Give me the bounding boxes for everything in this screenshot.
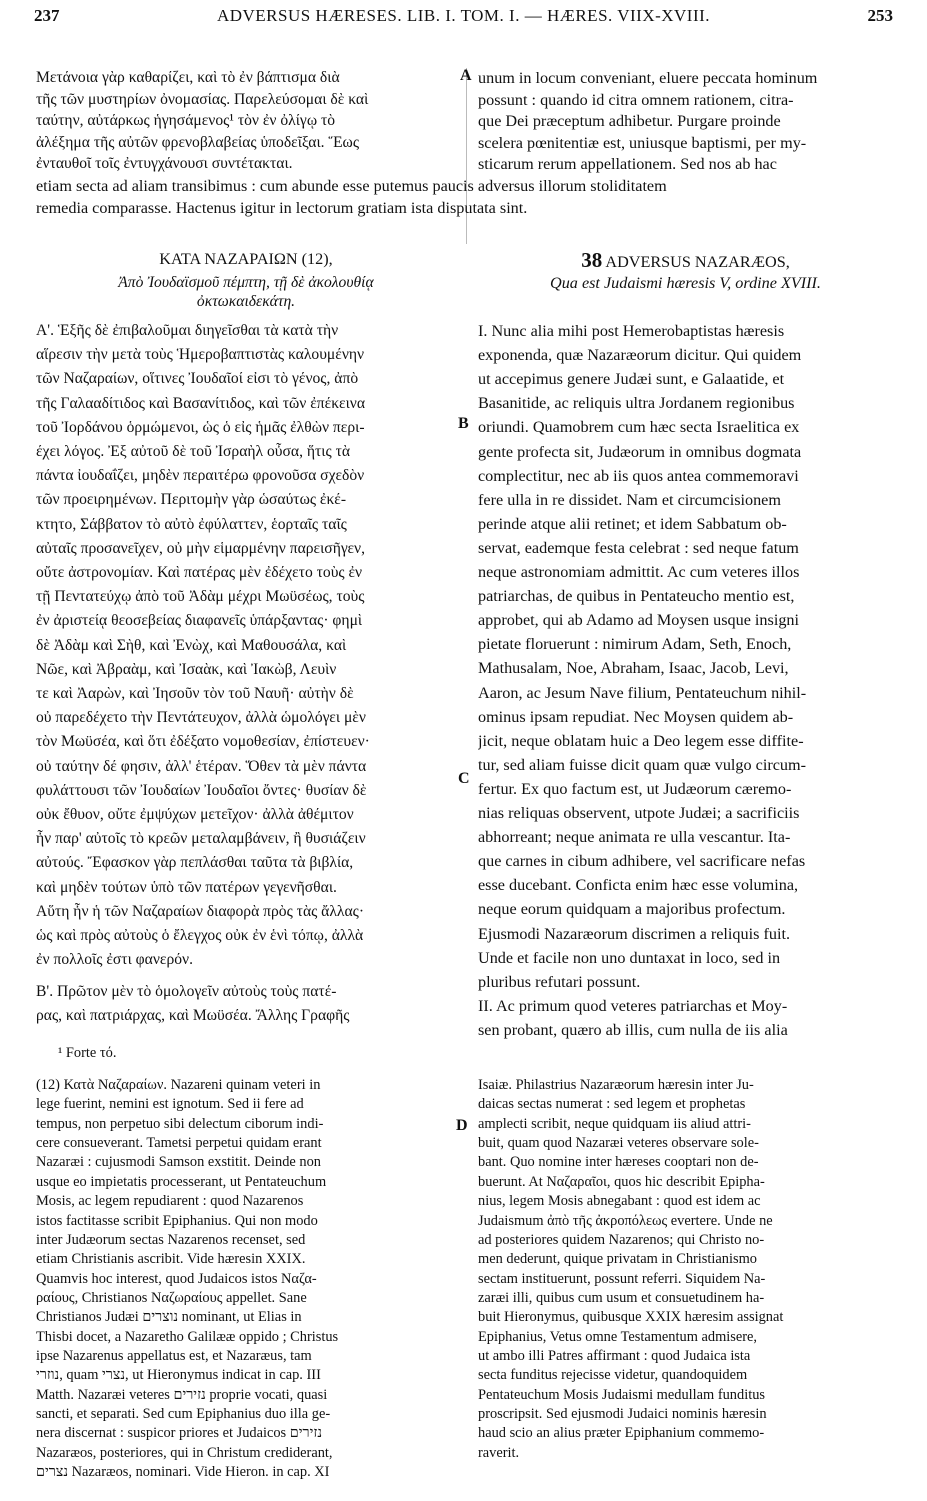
note-left-line: Thisbi docet, a Nazaretho Galilææ oppido ; Christus [36, 1328, 339, 1345]
greek-body-line: ἐν πολλοῖς ἐστι φανερόν. [36, 951, 193, 969]
latin-body-line: exponenda, quæ Nazaræorum dicitur. Qui quidem [478, 346, 802, 365]
note-right-line: daicas sectas numerat : sed legem et prophetas [478, 1096, 746, 1113]
note-right-line: buit Hieronymus, quibusque XXIX hæresim assignat [478, 1309, 784, 1326]
greek-body-line: αἵρεσιν τὴν μετὰ τοὺς Ἡμεροβαπτιστὰς καλουμένην [36, 346, 365, 364]
note-left-line: (12) Κατὰ Ναζαραίων. Nazareni quinam veteri in [36, 1077, 321, 1093]
latin-heading-sub: Qua est Judaismi hæresis V, ordine XVIII. [550, 274, 821, 292]
note-left-line: נצרים Nazaræos, nominari. Vide Hieron. in cap. XI [36, 1464, 330, 1480]
note-right-line: Pentateuchum Mosis Judaismi medullam funditus [478, 1386, 765, 1403]
note-left-line: Quamvis hoc interest, quod Judaicos istos Ναζα- [36, 1270, 317, 1287]
note-left-line: Nazaræos, posteriores, qui in Christum crediderant, [36, 1444, 333, 1461]
note-right-line: raverit. [478, 1444, 520, 1461]
note-left-line: tempus, non perpetuo sibi delectum ciborum indi- [36, 1115, 324, 1132]
note-left-line: usque eo impietatis processerant, ut Pentateuchum [36, 1173, 327, 1190]
note-left-line: cere consueverant. Tametsi perpetui quidam erant [36, 1135, 322, 1151]
note-left-line: etiam Christianis ascribit. Vide hæresin XXIX. [36, 1251, 306, 1268]
latin-heading-title-line [478, 248, 893, 273]
note-left-line: ipse Nazarenus appellatus est, et Nazaræus, tam [36, 1347, 312, 1364]
latin-body-line: oriundi. Quamobrem cum hæc secta Israelitica ex [478, 418, 800, 437]
greek-para2-line: ρας, καὶ πατριάρχας, καὶ Μωϋσέα. Ἄλλης Γραφῆς [36, 1007, 350, 1024]
greek-body-line: δὲ Ἀδὰμ καὶ Σὴθ, καὶ Ἐνὼχ, καὶ Μαθουσάλα, καὶ [36, 636, 347, 654]
greek-body-line: αὐταῖς προσανεῖχεν, οὐ μὴν εἱμαρμένην παρεισῆγεν, [36, 539, 365, 557]
top-latin-line: sticarum rerum appellationem. Sed nos ab hac [478, 155, 777, 174]
note-left-line: Matth. Nazaræi veteres נזירים proprie vocati, quasi [36, 1386, 328, 1403]
latin-body-line: perinde atque alii retinet; et idem Sabbatum ob- [478, 514, 787, 533]
greek-body-line: ὡς καὶ πρὸς αὐτοὺς ὁ ἔλεγχος οὐκ ἐν ἑνὶ τόπῳ, ἀλλὰ [36, 927, 364, 944]
note-right-line: amplecti scribit, neque quidquam iis aliud attri- [478, 1115, 751, 1132]
note-left-line: ραίους, Christianos Ναζωραίους appellet. Sane [36, 1289, 307, 1306]
greek-body-line: Αὕτη ἦν ἡ τῶν Ναζαραίων διαφορὰ πρὸς τὰς ἄλλας· [36, 902, 365, 920]
footnote: ¹ Forte τό. [58, 1045, 117, 1061]
note-left-line: sancti, et separati. Sed cum Epiphanius duo illa ge- [36, 1406, 331, 1422]
section-number: 38 [581, 248, 603, 272]
greek-body-line: Α'. Ἑξῆς δὲ ἐπιβαλοῦμαι διηγεῖσθαι τὰ κατὰ τὴν [36, 322, 339, 339]
greek-body-line: κτητο, Σάββατον τὸ αὐτὸ ἐφύλαττεν, ἑορταῖς ταῖς [36, 515, 347, 533]
greek-body-line: ἐν ἀριστείᾳ θεοσεβείας διαφανεῖς ὑπάρξαντας· φημὶ [36, 612, 363, 630]
latin-body-line: approbet, qui ab Adamo ad Moysen usque insigni [478, 611, 800, 630]
greek-body-line: πάντα ἰουδαΐζει, μηδὲν περαιτέρω φρονοῦσα σχεδὸν [36, 467, 365, 485]
note-right-line: men dederunt, quique privatam in Christianismo [478, 1251, 757, 1268]
greek-body-line: φυλάττουσι τῶν Ἰουδαίων Ἰουδαῖοι ὄντες· θυσίαν δὲ [36, 781, 367, 799]
latin-body-line: servat, eademque festa celebrat : sed neque fatum [478, 538, 799, 557]
greek-body-line: τὸν Μωϋσέα, καὶ ὅτι ἐδέξατο νομοθεσίαν, ἐπίστευεν· [36, 733, 370, 751]
margin-mark-a: A [460, 67, 472, 84]
greek-heading-sub1: Ἀπὸ Ἰουδαϊσμοῦ πέμπτη, τῇ δὲ ἀκολουθίᾳ [118, 274, 374, 291]
margin-mark-d: D [456, 1117, 468, 1134]
latin-heading-title: ADVERSUS NAZARÆOS, [605, 253, 790, 271]
latin-body-line: jicit, neque oblatam huic a Deo legem esse diffite- [478, 731, 804, 750]
note-right-line: bant. Quo nomine inter hæreses cooptari non de- [478, 1154, 759, 1171]
note-left-line: נוזרי, quam נצרי, ut Hieronymus indicat in cap. III [36, 1367, 321, 1384]
latin-body-line: que carnes in cibum adhibere, vel sacrificare nefas [478, 852, 806, 871]
note-right-line: Judaismum ἀπὸ τῆς ἀκροπόλεως evertere. Unde ne [478, 1212, 773, 1229]
latin-body-line: II. Ac primum quod veteres patriarchas et Moy- [478, 996, 788, 1015]
greek-body-line: τῆς Γαλααδίτιδος καὶ Βασανίτιδος, καὶ τῶν ἐπέκεινα [36, 394, 366, 412]
latin-body-line: Aaron, ac Jesum Nave filium, Pentateuchum nihil- [478, 683, 807, 702]
greek-heading-sub2: ὀκτωκαιδεκάτη. [196, 293, 296, 310]
latin-body-line: nias reliquas observent, utpote Judæi; a sacrificiis [478, 804, 800, 822]
latin-body-line: pietate floruerunt : nimirum Adam, Seth, Enoch, [478, 635, 792, 654]
note-right-line: Epiphanius, Vetus omne Testamentum admisere, [478, 1328, 758, 1345]
top-greek-line: Μετάνοια γὰρ καθαρίζει, καὶ τὸ ἐν βάπτισμα διὰ [36, 69, 340, 86]
greek-body-line: τε καὶ Ἀαρὼν, καὶ Ἰησοῦν τὸν τοῦ Ναυῆ· αὐτὴν δὲ [36, 685, 354, 702]
top-latin-line: scelera pœnitentiæ est, uniusque baptismi, per my- [478, 133, 807, 152]
greek-body-line: έχει λόγος. Ἐξ αὐτοῦ δὲ τοῦ Ἰσραὴλ οὖσα, ἥτις τὰ [36, 443, 351, 460]
greek-heading-title: ΚΑΤΑ ΝΑΖΑΡΑΙΩΝ (12), [159, 250, 333, 268]
greek-body-line: οὐ ταύτην δέ φησιν, ἀλλ' ἑτέραν. Ὅθεν τὰ μὲν πάντα [36, 757, 367, 775]
full-width-line: etiam secta ad aliam transibimus : cum abunde esse putemus paucis adversus illorum stoliditatem [36, 177, 667, 195]
note-left-line: Nazaræi : cujusmodi Samson exstitit. Deinde non [36, 1154, 321, 1171]
greek-body-line: οὐ παρεδέχετο τὴν Πεντάτευχον, ἀλλὰ ὡμολόγει μὲν [36, 709, 366, 727]
latin-body-line: Mathusalam, Noe, Abraham, Isaac, Jacob, Levi, [478, 659, 789, 678]
greek-body-line: οὐκ ἔθυον, οὔτε ἐμψύχων μετεῖχον· ἀλλὰ ἀθέμιτον [36, 806, 354, 823]
note-right-line: ut ambo illi Patres affirmant : quod Judaica ista [478, 1347, 751, 1364]
latin-body-line: sen probant, quæro ab illis, cum nulla de iis alia [478, 1020, 788, 1039]
greek-body-line: τῶν προειρημένων. Περιτομὴν γὰρ ὡσαύτως ἐκέ- [36, 491, 347, 509]
latin-body-line: ut accepimus genere Judæi sunt, e Galaatide, et [478, 370, 785, 389]
note-right-line: proscripsit. Sed ejusmodi Judaici nominis hæresin [478, 1406, 767, 1422]
latin-body-line: Ejusmodi Nazaræorum discrimen a reliquis fuit. [478, 924, 790, 943]
note-left-line: lege fuerint, nemini est ignotum. Sed ii fere ad [36, 1096, 304, 1113]
latin-body-line: ominus ipsam repudiat. Nec Moysen quidem ab- [478, 707, 794, 726]
note-left-line: Mosis, ac legem repudiarent : quod Nazarenos [36, 1193, 304, 1210]
latin-body-line: tur, sed aliam fuisse dicit quam quæ vulgo circum- [478, 755, 806, 774]
note-right-line: buerunt. At Ναζαραῖοι, quos hic describit Epipha- [478, 1173, 765, 1190]
top-latin-line: unum in locum conveniant, eluere peccata hominum [478, 69, 818, 87]
latin-body-line: fere ulla in re dissidet. Nam et circumcisionem [478, 490, 781, 509]
note-left-line: istos factitasse scribit Epiphanius. Qui non modo [36, 1212, 318, 1229]
note-right-line: haud scio an alius præter Epiphanium commemo- [478, 1425, 765, 1442]
latin-body-line: pluribus refutari possunt. [478, 972, 641, 991]
note-right-line: Isaiæ. Philastrius Nazaræorum hæresin inter Ju- [478, 1077, 754, 1093]
note-right-line: secta funditus rejecisse videtur, quandoquidem [478, 1367, 748, 1384]
note-right-line: buit, quam quod Nazaræi veteres observare sole- [478, 1135, 759, 1151]
running-title: ADVERSUS HÆRESES. LIB. I. TOM. I. — HÆRES. VIIX-XVIII. [216, 6, 711, 25]
latin-body-line: neque eorum quidquam a majoribus profectum. [478, 900, 786, 919]
latin-body-line: abhorreant; neque animata re ulla vescantur. Ita- [478, 828, 791, 847]
latin-body-line: I. Nunc alia mihi post Hemerobaptistas hæresis [478, 322, 785, 340]
greek-body-line: Νῶε, καὶ Ἀβραὰμ, καὶ Ἰσαὰκ, καὶ Ἰακὼβ, Λευὶν [36, 660, 337, 678]
top-latin-line: que Dei præceptum adhibetur. Purgare proinde [478, 112, 781, 131]
note-right-line: zaræi illi, quibus cum usum et consuetudinem ha- [478, 1289, 765, 1306]
latin-body-line: complectitur, nec ab iis quos antea commemoravi [478, 466, 799, 485]
top-greek-line: ἐνταυθοῖ τοῖς ἐντυγχάνουσι συντέτακται. [36, 155, 293, 173]
latin-body-line: neque astronomiam admittit. Ac cum veteres illos [478, 563, 800, 581]
top-greek-line: τῆς τῶν μυστηρίων ὀνομασίας. Παρελεύσομαι δὲ καὶ [36, 90, 369, 108]
page-number-right: 253 [867, 6, 893, 25]
latin-body-line: esse ducebant. Conficta enim hæc esse volumina, [478, 876, 799, 895]
note-left-line: nera discernat : suspicor priores et Judaicos נזירים [36, 1425, 323, 1442]
greek-body-line: τοῦ Ἰορδάνου ὁρμώμενοι, ὡς ὁ εἰς ἡμᾶς ἐλθὼν περι- [36, 418, 365, 436]
top-greek-line: ταύτην, αὐτάρκως ἡγησάμενος¹ τὸν ἐν ὀλίγῳ τὸ [36, 112, 336, 130]
greek-body-line: καὶ μηδὲν τούτων ὑπὸ τῶν πατέρων γεγενῆσθαι. [36, 878, 337, 896]
greek-body-line: οὔτε ἀστρονομίαν. Καὶ πατέρας μὲν ἐδέχετο τοὺς ἐν [36, 564, 363, 581]
note-left-line: Christianos Judæi נוצרים nominant, ut Elias in [36, 1309, 302, 1326]
top-greek-line: ἀλέξημα τῆς αὐτῶν φρενοβλαβείας ὑποδεῖξαι. Ἕως [36, 133, 359, 151]
margin-mark-b: B [458, 415, 469, 432]
greek-para2-line: Β'. Πρῶτον μὲν τὸ ὁμολογεῖν αὐτοὺς τοὺς πατέ- [36, 983, 337, 1000]
greek-body-line: αὐτούς. Ἔφασκον γὰρ πεπλάσθαι ταῦτα τὰ βιβλία, [36, 854, 354, 872]
margin-mark-c: C [458, 770, 470, 787]
greek-body-line: ἦν παρ' αὐτοῖς τὸ κρεῶν μεταλαμβάνειν, ἢ θυσιάζειν [36, 830, 366, 848]
running-header [34, 6, 893, 32]
note-right-line: nius, legem Mosis abnegabant : quod est idem ac [478, 1193, 761, 1210]
latin-body-line: gente profecta sit, Judæorum in omnibus dogmata [478, 442, 802, 461]
page-number-left: 237 [34, 6, 60, 25]
latin-body-line: patriarchas, de quibus in Pentateucho mentio est, [478, 587, 795, 606]
latin-body-line: Basanitide, ac reliquis ultra Jordanem regionibus [478, 394, 795, 413]
greek-body-line: τῶν Ναζαραίων, οἵτινες Ἰουδαῖοί εἰσι τὸ γένος, ἀπὸ [36, 370, 359, 388]
note-right-line: ad posteriores quidem Nazarenos; qui Christo no- [478, 1231, 765, 1248]
latin-body-line: Unde et facile non uno duntaxat in loco, sed in [478, 948, 781, 967]
note-right-line: sectam instituerunt, possunt referri. Siquidem Na- [478, 1270, 766, 1287]
full-width-line: remedia comparasse. Hactenus igitur in lectorum gratiam ista disputata sint. [36, 199, 528, 217]
latin-body-line: fertur. Ex quo factum est, ut Judæorum cæremo- [478, 779, 792, 798]
top-latin-line: possunt : quando id citra omnem rationem, citra- [478, 90, 794, 109]
greek-body-line: τῇ Πεντατεύχῳ ἀπὸ τοῦ Ἀδὰμ μέχρι Μωϋσέως, τοὺς [36, 588, 365, 606]
note-left-line: inter Judæorum sectas Nazarenos recenset, sed [36, 1231, 306, 1248]
